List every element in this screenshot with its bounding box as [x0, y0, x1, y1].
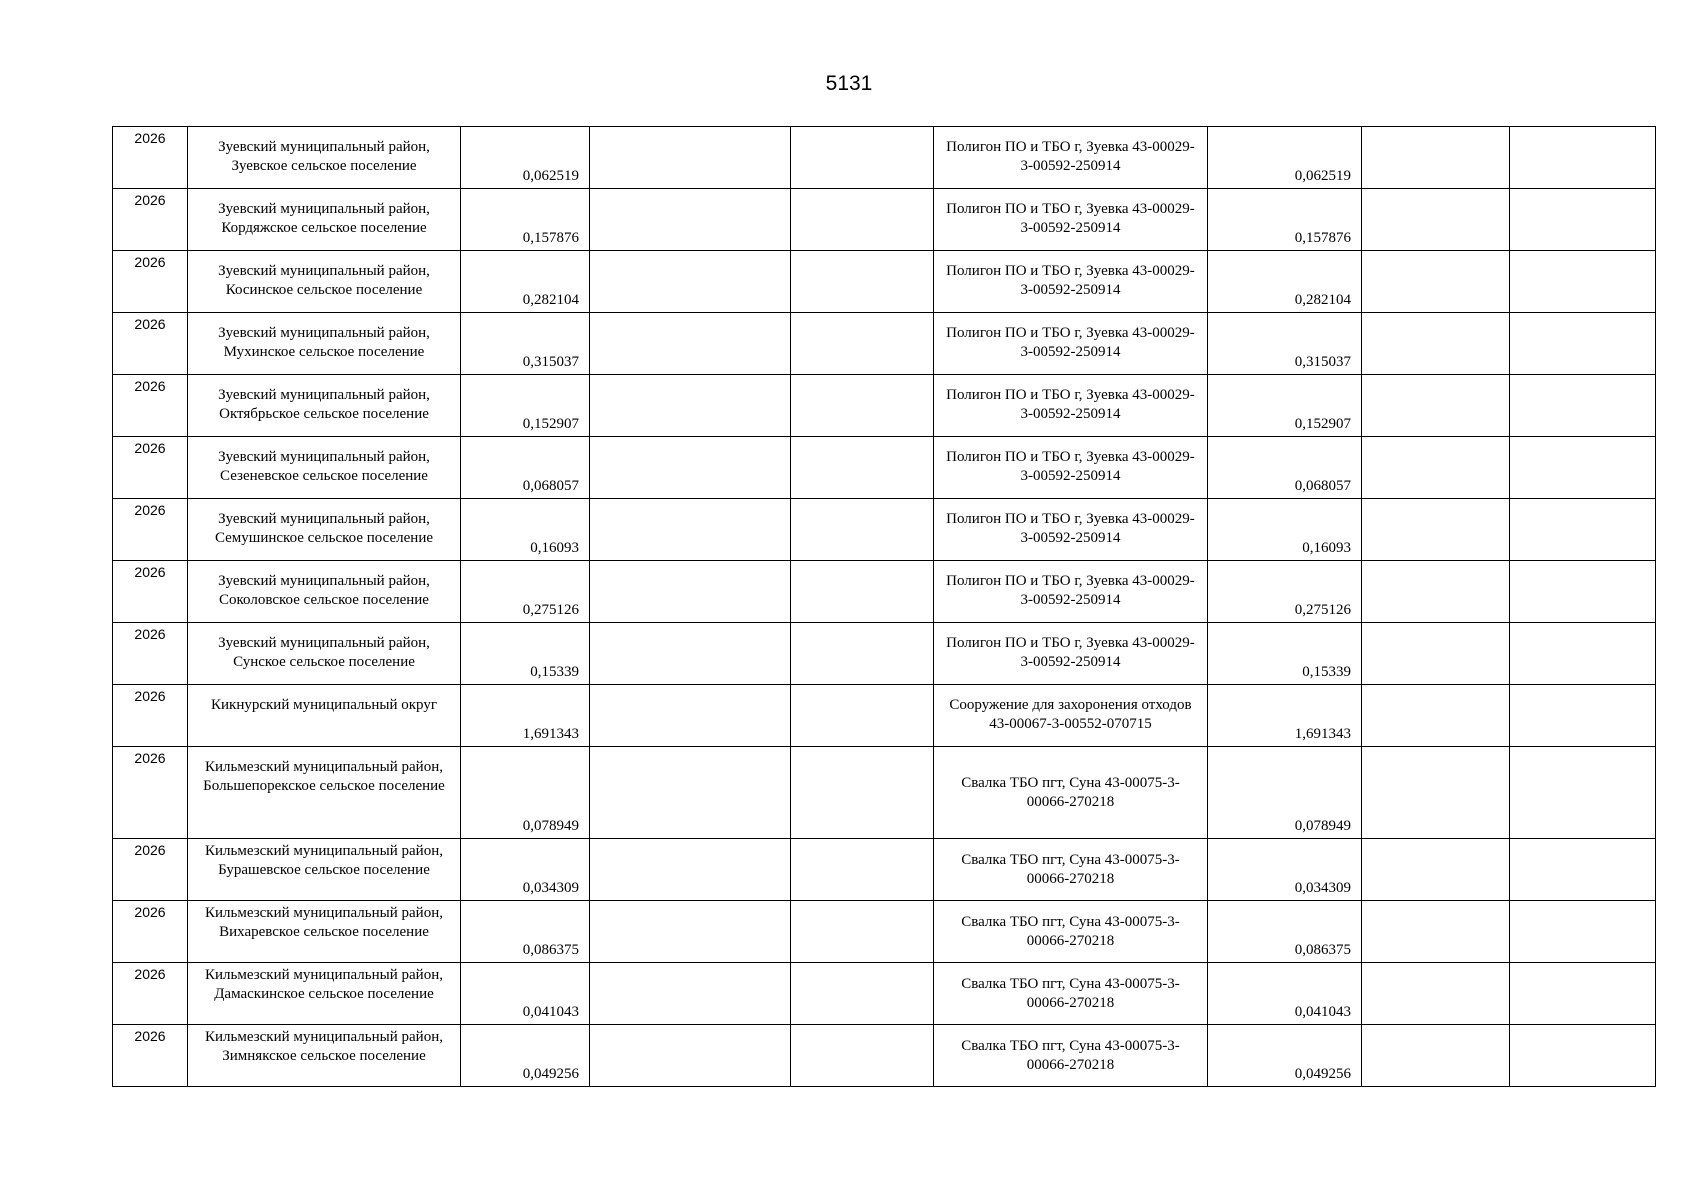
- empty-cell: [590, 127, 791, 189]
- year-value: 2026: [134, 564, 166, 580]
- empty-cell: [590, 963, 791, 1025]
- year-value: 2026: [134, 904, 166, 920]
- table-row: [113, 747, 1656, 839]
- year-value: 2026: [134, 842, 166, 858]
- facility-name: Полигон ПО и ТБО г, Зуевка 43-00029-3-00592-250914: [946, 387, 1195, 422]
- empty-cell: [590, 901, 791, 963]
- facility-amount-value: 0,041043: [1294, 1004, 1351, 1020]
- table-row: [113, 499, 1656, 561]
- year-value: 2026: [134, 966, 166, 982]
- empty-cell: [590, 251, 791, 313]
- facility-cell: [934, 127, 1208, 189]
- empty-cell: [1510, 499, 1656, 561]
- facility-name: Сооружение для захоронения отходов 43-00067-3-00552-070715: [949, 697, 1192, 732]
- empty-cell: [590, 561, 791, 623]
- amount-value: 0,16093: [530, 540, 579, 556]
- empty-cell: [791, 1025, 934, 1087]
- table-body: [113, 127, 1656, 1087]
- empty-cell: [590, 685, 791, 747]
- municipality-cell: [188, 839, 461, 901]
- facility-name: Полигон ПО и ТБО г, Зуевка 43-00029-3-00592-250914: [946, 511, 1195, 546]
- year-value: 2026: [134, 1028, 166, 1044]
- year-cell: [113, 963, 188, 1025]
- year-cell: [113, 189, 188, 251]
- facility-amount-value: 0,068057: [1294, 478, 1351, 494]
- facility-name: Полигон ПО и ТБО г, Зуевка 43-00029-3-00592-250914: [946, 573, 1195, 608]
- municipality-cell: [188, 437, 461, 499]
- amount-value: 0,049256: [522, 1066, 579, 1082]
- empty-cell: [1510, 251, 1656, 313]
- facility-name: Свалка ТБО пгт, Суна 43-00075-3-00066-270218: [961, 852, 1180, 887]
- empty-cell: [791, 685, 934, 747]
- empty-cell: [590, 313, 791, 375]
- empty-cell: [1510, 127, 1656, 189]
- municipality-cell: [188, 901, 461, 963]
- municipality-name: Зуевский муниципальный район, Зуевское сельское поселение: [218, 139, 430, 174]
- data-table: [112, 126, 1656, 1087]
- empty-cell: [791, 251, 934, 313]
- empty-cell: [791, 963, 934, 1025]
- facility-amount-cell: [1208, 839, 1362, 901]
- municipality-cell: [188, 127, 461, 189]
- municipality-name: Кильмезский муниципальный район, Вихаревское сельское поселение: [205, 905, 443, 940]
- facility-amount-cell: [1208, 437, 1362, 499]
- empty-cell: [791, 189, 934, 251]
- amount-value: 0,078949: [522, 818, 579, 834]
- year-value: 2026: [134, 688, 166, 704]
- year-cell: [113, 839, 188, 901]
- empty-cell: [1362, 313, 1510, 375]
- facility-name: Свалка ТБО пгт, Суна 43-00075-3-00066-270218: [961, 976, 1180, 1011]
- facility-cell: [934, 1025, 1208, 1087]
- facility-amount-value: 0,282104: [1294, 292, 1351, 308]
- amount-value: 0,062519: [522, 168, 579, 184]
- facility-amount-value: 0,16093: [1302, 540, 1351, 556]
- table-row: [113, 561, 1656, 623]
- municipality-name: Зуевский муниципальный район, Косинское сельское поселение: [218, 263, 430, 298]
- amount-value: 0,068057: [522, 478, 579, 494]
- facility-name: Полигон ПО и ТБО г, Зуевка 43-00029-3-00592-250914: [946, 325, 1195, 360]
- municipality-cell: [188, 499, 461, 561]
- empty-cell: [1510, 313, 1656, 375]
- facility-amount-cell: [1208, 623, 1362, 685]
- amount-value: 0,275126: [522, 602, 579, 618]
- table-row: [113, 437, 1656, 499]
- municipality-name: Зуевский муниципальный район, Сунское сельское поселение: [218, 635, 430, 670]
- municipality-cell: [188, 747, 461, 839]
- table-row: [113, 963, 1656, 1025]
- year-cell: [113, 623, 188, 685]
- year-value: 2026: [134, 502, 166, 518]
- amount-cell: [461, 747, 590, 839]
- facility-amount-cell: [1208, 251, 1362, 313]
- facility-amount-cell: [1208, 685, 1362, 747]
- empty-cell: [791, 437, 934, 499]
- facility-amount-value: 0,078949: [1294, 818, 1351, 834]
- year-cell: [113, 561, 188, 623]
- year-cell: [113, 251, 188, 313]
- empty-cell: [590, 1025, 791, 1087]
- facility-cell: [934, 561, 1208, 623]
- empty-cell: [1362, 127, 1510, 189]
- empty-cell: [791, 839, 934, 901]
- empty-cell: [1510, 901, 1656, 963]
- municipality-name: Кикнурский муниципальный округ: [211, 697, 437, 713]
- municipality-cell: [188, 963, 461, 1025]
- year-value: 2026: [134, 440, 166, 456]
- empty-cell: [1362, 189, 1510, 251]
- facility-amount-cell: [1208, 127, 1362, 189]
- amount-value: 0,034309: [522, 880, 579, 896]
- empty-cell: [590, 189, 791, 251]
- empty-cell: [1510, 1025, 1656, 1087]
- empty-cell: [1510, 437, 1656, 499]
- table-row: [113, 839, 1656, 901]
- table-row: [113, 251, 1656, 313]
- empty-cell: [1362, 839, 1510, 901]
- empty-cell: [590, 839, 791, 901]
- facility-amount-value: 1,691343: [1294, 726, 1351, 742]
- amount-value: 0,041043: [522, 1004, 579, 1020]
- empty-cell: [1362, 561, 1510, 623]
- facility-amount-cell: [1208, 1025, 1362, 1087]
- facility-cell: [934, 251, 1208, 313]
- facility-amount-value: 0,275126: [1294, 602, 1351, 618]
- facility-name: Полигон ПО и ТБО г, Зуевка 43-00029-3-00592-250914: [946, 635, 1195, 670]
- empty-cell: [1510, 623, 1656, 685]
- municipality-cell: [188, 189, 461, 251]
- year-value: 2026: [134, 254, 166, 270]
- facility-amount-cell: [1208, 499, 1362, 561]
- facility-cell: [934, 623, 1208, 685]
- amount-cell: [461, 901, 590, 963]
- empty-cell: [1510, 561, 1656, 623]
- municipality-cell: [188, 685, 461, 747]
- table-row: [113, 127, 1656, 189]
- year-value: 2026: [134, 130, 166, 146]
- table-row: [113, 189, 1656, 251]
- facility-amount-cell: [1208, 375, 1362, 437]
- year-cell: [113, 901, 188, 963]
- facility-amount-value: 0,062519: [1294, 168, 1351, 184]
- empty-cell: [791, 623, 934, 685]
- year-cell: [113, 313, 188, 375]
- empty-cell: [791, 561, 934, 623]
- amount-cell: [461, 839, 590, 901]
- municipality-name: Кильмезский муниципальный район, Зимнякское сельское поселение: [205, 1029, 443, 1064]
- table-row: [113, 685, 1656, 747]
- municipality-name: Зуевский муниципальный район, Сезеневское сельское поселение: [218, 449, 430, 484]
- year-cell: [113, 127, 188, 189]
- facility-cell: [934, 839, 1208, 901]
- empty-cell: [590, 499, 791, 561]
- amount-cell: [461, 313, 590, 375]
- amount-cell: [461, 963, 590, 1025]
- facility-name: Полигон ПО и ТБО г, Зуевка 43-00029-3-00592-250914: [946, 139, 1195, 174]
- empty-cell: [590, 375, 791, 437]
- empty-cell: [1362, 1025, 1510, 1087]
- amount-value: 0,315037: [522, 354, 579, 370]
- facility-cell: [934, 189, 1208, 251]
- amount-cell: [461, 127, 590, 189]
- amount-cell: [461, 375, 590, 437]
- empty-cell: [1510, 963, 1656, 1025]
- empty-cell: [791, 499, 934, 561]
- municipality-name: Зуевский муниципальный район, Семушинское сельское поселение: [214, 511, 434, 546]
- facility-amount-value: 0,086375: [1294, 942, 1351, 958]
- empty-cell: [791, 313, 934, 375]
- municipality-name: Кильмезский муниципальный район, Дамаскинское сельское поселение: [205, 967, 443, 1002]
- amount-value: 0,15339: [530, 664, 579, 680]
- amount-cell: [461, 623, 590, 685]
- amount-cell: [461, 189, 590, 251]
- facility-cell: [934, 747, 1208, 839]
- facility-name: Свалка ТБО пгт, Суна 43-00075-3-00066-270218: [961, 914, 1180, 949]
- table-row: [113, 901, 1656, 963]
- amount-value: 0,152907: [522, 416, 579, 432]
- facility-amount-value: 0,157876: [1294, 230, 1351, 246]
- facility-amount-cell: [1208, 189, 1362, 251]
- empty-cell: [590, 623, 791, 685]
- year-cell: [113, 375, 188, 437]
- amount-cell: [461, 251, 590, 313]
- empty-cell: [1362, 623, 1510, 685]
- empty-cell: [1510, 375, 1656, 437]
- facility-amount-cell: [1208, 561, 1362, 623]
- year-value: 2026: [134, 316, 166, 332]
- amount-cell: [461, 1025, 590, 1087]
- empty-cell: [1362, 685, 1510, 747]
- empty-cell: [590, 437, 791, 499]
- facility-cell: [934, 313, 1208, 375]
- year-cell: [113, 685, 188, 747]
- municipality-name: Зуевский муниципальный район, Мухинское сельское поселение: [218, 325, 430, 360]
- amount-value: 0,086375: [522, 942, 579, 958]
- municipality-name: Кильмезский муниципальный район, Бурашевское сельское поселение: [205, 843, 443, 878]
- facility-amount-cell: [1208, 901, 1362, 963]
- facility-amount-value: 0,15339: [1302, 664, 1351, 680]
- table-row: [113, 313, 1656, 375]
- page-number: 5131: [825, 72, 873, 95]
- empty-cell: [1362, 437, 1510, 499]
- facility-name: Полигон ПО и ТБО г, Зуевка 43-00029-3-00592-250914: [946, 263, 1195, 298]
- facility-amount-value: 0,315037: [1294, 354, 1351, 370]
- amount-cell: [461, 685, 590, 747]
- year-value: 2026: [134, 750, 166, 766]
- municipality-cell: [188, 623, 461, 685]
- empty-cell: [1362, 499, 1510, 561]
- amount-value: 0,282104: [522, 292, 579, 308]
- empty-cell: [1362, 901, 1510, 963]
- empty-cell: [1362, 251, 1510, 313]
- empty-cell: [1362, 375, 1510, 437]
- facility-name: Свалка ТБО пгт, Суна 43-00075-3-00066-270218: [961, 775, 1180, 810]
- municipality-cell: [188, 251, 461, 313]
- municipality-cell: [188, 375, 461, 437]
- facility-amount-value: 0,049256: [1294, 1066, 1351, 1082]
- facility-cell: [934, 375, 1208, 437]
- empty-cell: [590, 747, 791, 839]
- amount-cell: [461, 561, 590, 623]
- facility-cell: [934, 963, 1208, 1025]
- facility-cell: [934, 437, 1208, 499]
- facility-cell: [934, 901, 1208, 963]
- municipality-name: Кильмезский муниципальный район, Большепорекское сельское поселение: [203, 759, 445, 794]
- facility-cell: [934, 685, 1208, 747]
- empty-cell: [1362, 963, 1510, 1025]
- year-value: 2026: [134, 192, 166, 208]
- facility-cell: [934, 499, 1208, 561]
- empty-cell: [791, 127, 934, 189]
- table-row: [113, 623, 1656, 685]
- year-value: 2026: [134, 378, 166, 394]
- amount-value: 1,691343: [522, 726, 579, 742]
- facility-amount-cell: [1208, 747, 1362, 839]
- facility-amount-value: 0,034309: [1294, 880, 1351, 896]
- empty-cell: [1510, 189, 1656, 251]
- municipality-name: Зуевский муниципальный район, Соколовское сельское поселение: [218, 573, 430, 608]
- amount-cell: [461, 499, 590, 561]
- facility-amount-value: 0,152907: [1294, 416, 1351, 432]
- empty-cell: [791, 375, 934, 437]
- facility-amount-cell: [1208, 963, 1362, 1025]
- facility-name: Полигон ПО и ТБО г, Зуевка 43-00029-3-00592-250914: [946, 201, 1195, 236]
- table-row: [113, 1025, 1656, 1087]
- empty-cell: [1362, 747, 1510, 839]
- year-cell: [113, 499, 188, 561]
- facility-amount-cell: [1208, 313, 1362, 375]
- municipality-cell: [188, 313, 461, 375]
- facility-name: Полигон ПО и ТБО г, Зуевка 43-00029-3-00592-250914: [946, 449, 1195, 484]
- table-row: [113, 375, 1656, 437]
- year-cell: [113, 747, 188, 839]
- year-value: 2026: [134, 626, 166, 642]
- empty-cell: [791, 901, 934, 963]
- municipality-cell: [188, 561, 461, 623]
- empty-cell: [1510, 839, 1656, 901]
- municipality-cell: [188, 1025, 461, 1087]
- empty-cell: [1510, 685, 1656, 747]
- year-cell: [113, 1025, 188, 1087]
- year-cell: [113, 437, 188, 499]
- facility-name: Свалка ТБО пгт, Суна 43-00075-3-00066-270218: [961, 1038, 1180, 1073]
- empty-cell: [1510, 747, 1656, 839]
- amount-cell: [461, 437, 590, 499]
- municipality-name: Зуевский муниципальный район, Кордяжское сельское поселение: [218, 201, 430, 236]
- amount-value: 0,157876: [522, 230, 579, 246]
- empty-cell: [791, 747, 934, 839]
- municipality-name: Зуевский муниципальный район, Октябрьское сельское поселение: [218, 387, 430, 422]
